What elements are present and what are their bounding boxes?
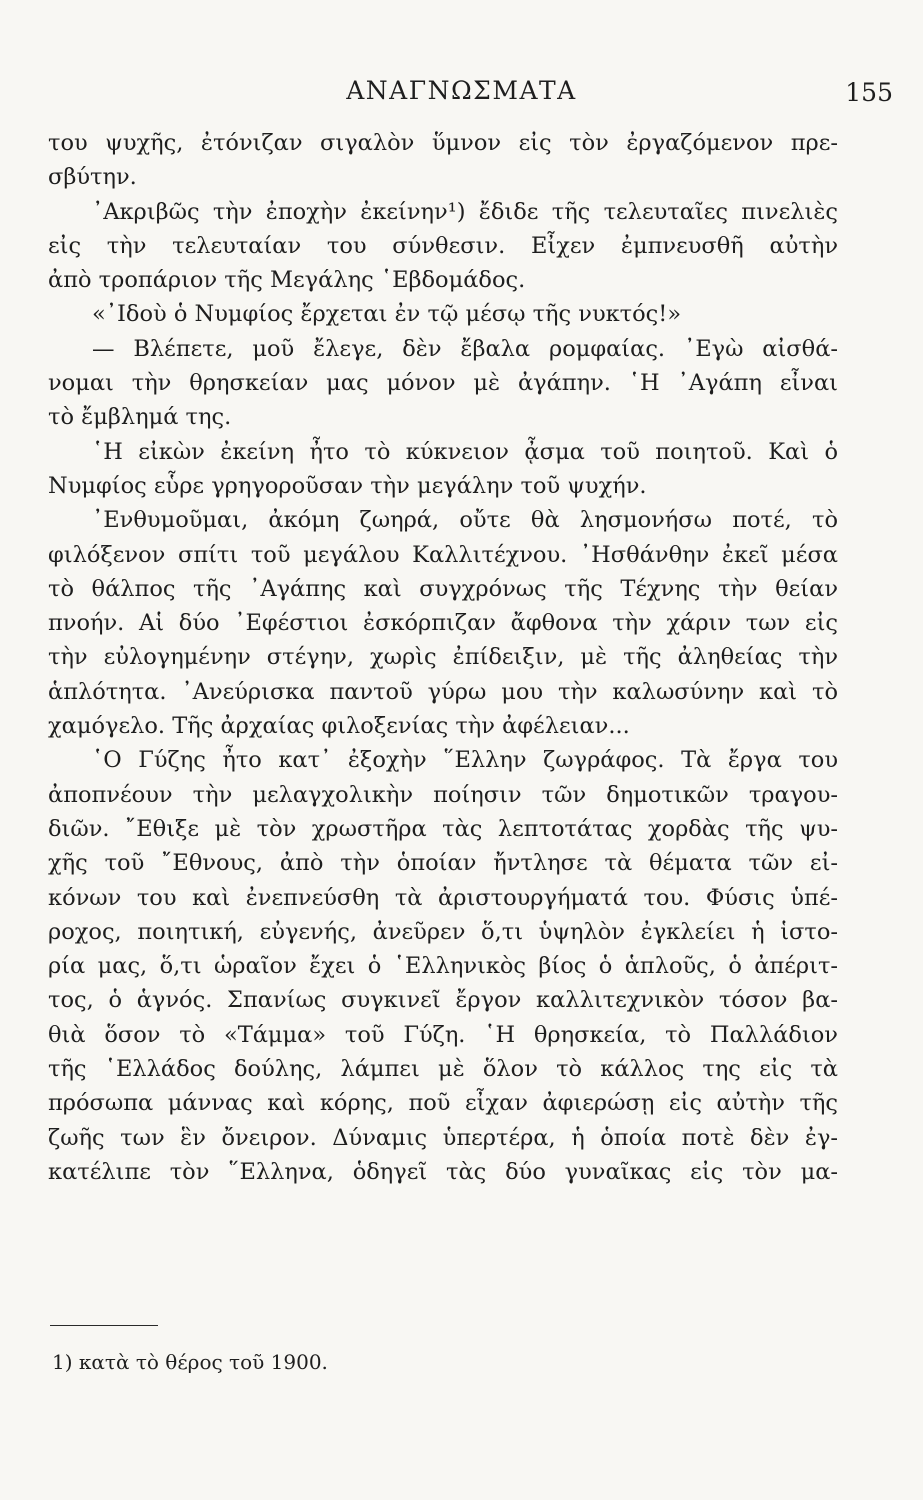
text-line: κόνων του καὶ ἐνεπνεύσθη τὰ ἀριστουργήματά του. Φύσις ὑπέ- — [48, 884, 838, 911]
text-line: ἀπὸ τροπάριον τῆς Μεγάλης ῾Εβδομάδος. — [48, 267, 526, 294]
text-line: θιὰ ὅσον τὸ «Τάμμα» τοῦ Γύζη. ῾Η θρησκεία, τὸ Παλλάδιον — [48, 1021, 838, 1048]
text-line: φιλόξενον σπίτι τοῦ μεγάλου Καλλιτέχνου. ᾿Ησθάνθην ἐκεῖ μέσα — [48, 541, 838, 568]
text-line: ᾿Ακριβῶς τὴν ἐποχὴν ἐκείνην¹) ἔδιδε τῆς τελευταῖες πινελιὲς — [92, 198, 838, 225]
text-line: νομαι τὴν θρησκείαν μας μόνον μὲ ἀγάπην. ῾Η ᾿Αγάπη εἶναι — [48, 370, 838, 397]
text-line: τὸ θάλπος τῆς ᾿Αγάπης καὶ συγχρόνως τῆς Τέχνης τὴν θείαν — [48, 575, 838, 602]
text-line: ῾Ο Γύζης ἦτο κατ᾿ ἐξοχὴν ῞Ελλην ζωγράφος. Τὰ ἔργα του — [92, 747, 838, 774]
page-header — [0, 76, 923, 116]
body-text — [48, 126, 838, 1189]
text-line: τῆς ῾Ελλάδος δούλης, λάμπει μὲ ὅλον τὸ κάλλος της εἰς τὰ — [48, 1056, 838, 1083]
footnote-divider — [50, 1325, 158, 1326]
text-line: πνοήν. Αἱ δύο ᾿Εφέστιοι ἐσκόρπιζαν ἄφθονα τὴν χάριν των εἰς — [48, 610, 838, 637]
text-line: Νυμφίος εὗρε γρηγοροῦσαν τὴν μεγάλην τοῦ ψυχήν. — [48, 472, 647, 499]
text-line: ῾Η εἰκὼν ἐκείνη ἦτο τὸ κύκνειον ᾆσμα τοῦ ποιητοῦ. Καὶ ὁ — [92, 438, 838, 465]
text-line: ἁπλότητα. ᾿Ανεύρισκα παντοῦ γύρω μου τὴν καλωσύνην καὶ τὸ — [48, 678, 838, 705]
text-line: τος, ὁ ἁγνός. Σπανίως συγκινεῖ ἔργον καλλιτεχνικὸν τόσον βα- — [48, 987, 838, 1014]
text-line: πρόσωπα μάννας καὶ κόρης, ποῦ εἶχαν ἀφιερώσῃ εἰς αὐτὴν τῆς — [48, 1090, 838, 1117]
text-line: — Βλέπετε, μοῦ ἔλεγε, δὲν ἔβαλα ρομφαίας. ᾿Εγὼ αἰσθά- — [92, 335, 838, 362]
text-line: κατέλιπε τὸν ῞Ελληνα, ὁδηγεῖ τὰς δύο γυναῖκας εἰς τὸν μα- — [48, 1158, 838, 1185]
footnote: 1) κατὰ τὸ θέρος τοῦ 1900. — [52, 1350, 328, 1374]
page-number: 155 — [845, 78, 893, 107]
text-line: διῶν. ῎Εθιξε μὲ τὸν χρωστῆρα τὰς λεπτοτάτας χορδὰς τῆς ψυ- — [48, 815, 838, 842]
text-line: τὴν εὐλογημένην στέγην, χωρὶς ἐπίδειξιν, μὲ τῆς ἀληθείας τὴν — [48, 644, 838, 671]
text-line: του ψυχῆς, ἐτόνιζαν σιγαλὸν ὕμνον εἰς τὸν ἐργαζόμενον πρε- — [48, 130, 838, 156]
text-line: ρία μας, ὅ,τι ὡραῖον ἔχει ὁ ῾Ελληνικὸς βίος ὁ ἁπλοῦς, ὁ ἀπέριτ- — [48, 953, 838, 980]
text-line: χαμόγελο. Τῆς ἀρχαίας φιλοξενίας τὴν ἀφέλειαν... — [48, 713, 630, 740]
text-line: ᾿Ενθυμοῦμαι, ἀκόμη ζωηρά, οὔτε θὰ λησμονήσω ποτέ, τὸ — [92, 507, 838, 534]
text-line: «᾿Ιδοὺ ὁ Νυμφίος ἔρχεται ἐν τῷ μέσῳ τῆς νυκτός!» — [92, 301, 682, 328]
text-line: ἀποπνέουν τὴν μελαγχολικὴν ποίησιν τῶν δημοτικῶν τραγου- — [48, 781, 838, 808]
text-line: χῆς τοῦ ῎Εθνους, ἀπὸ τὴν ὁποίαν ἤντλησε τὰ θέματα τῶν εἰ- — [48, 850, 838, 877]
text-line: τὸ ἔμβλημά της. — [48, 404, 232, 431]
running-title: ΑΝΑΓΝΩΣΜΑΤΑ — [346, 76, 577, 105]
text-line: εἰς τὴν τελευταίαν του σύνθεσιν. Εἶχεν ἐμπνευσθῆ αὐτὴν — [48, 232, 838, 259]
text-line: σβύτην. — [48, 164, 137, 191]
text-line: ροχος, ποιητική, εὐγενής, ἀνεῦρεν ὅ,τι ὑψηλὸν ἐγκλείει ἡ ἱστο- — [48, 918, 838, 945]
text-line: ζωῆς των ἓν ὄνειρον. Δύναμις ὑπερτέρα, ἡ ὁποία ποτὲ δὲν ἐγ- — [48, 1124, 838, 1151]
